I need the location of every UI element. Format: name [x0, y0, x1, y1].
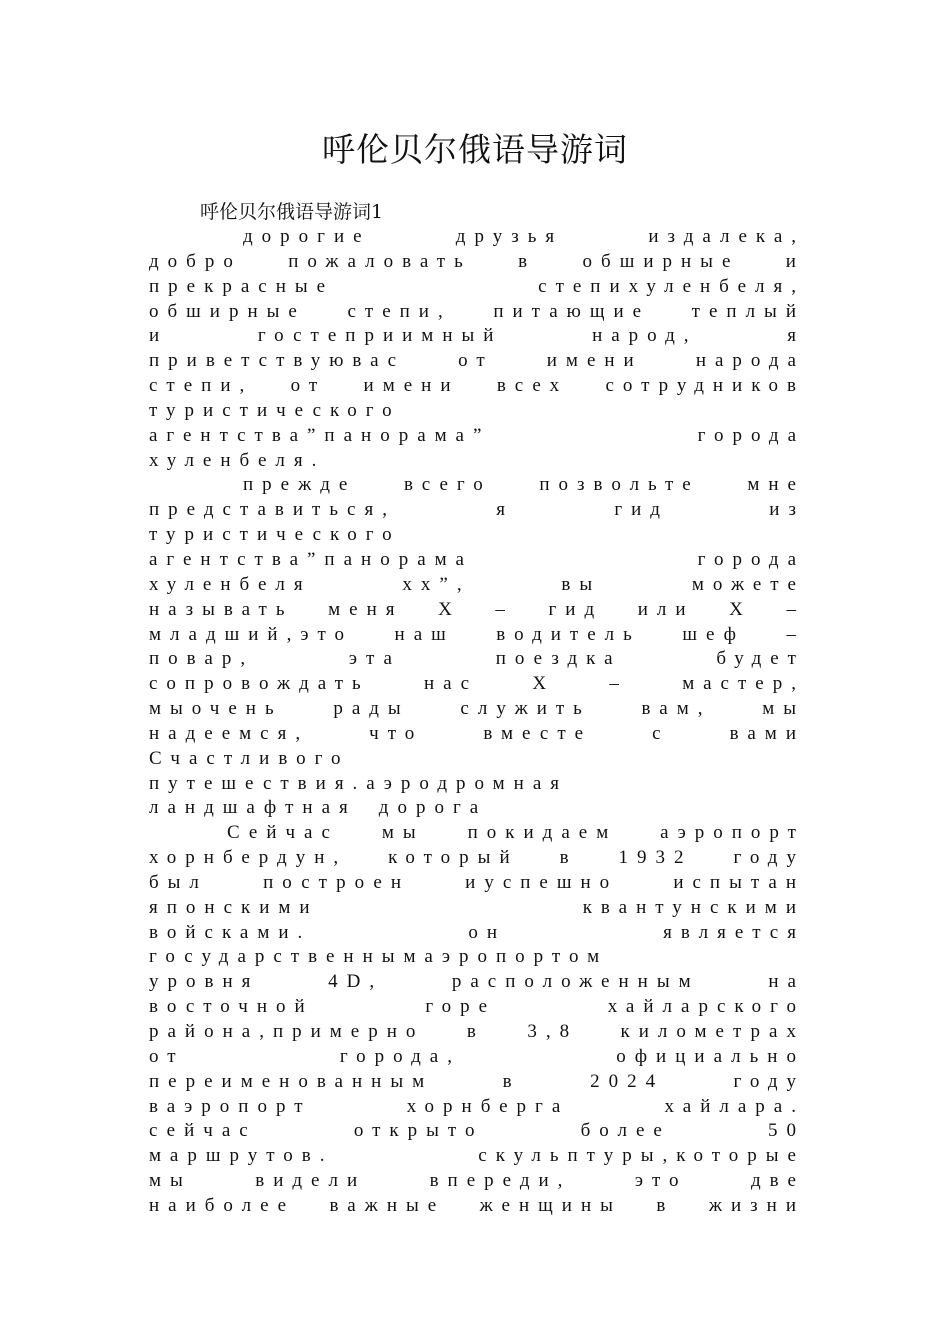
text-line	[149, 747, 805, 772]
text-line	[149, 225, 805, 250]
text-word: с	[652, 722, 670, 744]
text-word: уровня	[149, 971, 260, 993]
text-word: добро	[149, 250, 242, 272]
text-word: теплый	[691, 300, 805, 322]
text-line	[149, 275, 805, 300]
text-word: агентства”панорама	[149, 548, 473, 570]
text-word: является	[663, 921, 805, 943]
text-word: хорнберга	[406, 1095, 570, 1117]
text-word: приветствуювас	[149, 350, 406, 372]
text-word: километрах	[620, 1021, 805, 1042]
text-word: жизни	[708, 1194, 805, 1216]
text-word: представиться,	[149, 499, 396, 521]
text-word: важные	[329, 1194, 446, 1216]
text-line	[149, 573, 805, 598]
text-word: в	[656, 1194, 675, 1216]
text-line	[149, 324, 805, 349]
text-line	[149, 449, 805, 474]
text-word: питающие	[493, 300, 651, 322]
text-word: от	[290, 375, 327, 397]
text-word: надеемся,	[149, 722, 310, 744]
text-word: сопровождать	[149, 673, 370, 695]
document-subtitle: 呼伦贝尔俄语导游词1	[200, 201, 384, 223]
text-word: от	[458, 350, 494, 372]
text-word: в	[518, 250, 537, 272]
text-word: хуленбеля.	[149, 449, 326, 471]
text-line	[149, 921, 805, 946]
text-word: мне	[747, 474, 805, 496]
text-word: города,	[339, 1045, 461, 1067]
text-word: вами	[729, 722, 805, 744]
text-word: открыто	[353, 1120, 484, 1142]
text-line	[149, 623, 805, 648]
text-word: был	[149, 871, 208, 893]
text-word: степи,	[347, 300, 452, 322]
text-line	[149, 1194, 805, 1219]
text-word: 50	[768, 1120, 805, 1142]
text-word: иуспешно	[465, 871, 619, 893]
text-word: который	[388, 847, 519, 869]
text-word: скульптуры,которые	[478, 1145, 805, 1167]
text-line	[149, 1045, 805, 1070]
document-title: 呼伦贝尔俄语导游词	[322, 130, 628, 169]
text-line	[149, 473, 805, 498]
text-line	[149, 1144, 805, 1169]
text-word: младший,это	[149, 623, 354, 645]
text-word: 2024	[590, 1070, 665, 1092]
text-word: видели	[255, 1170, 367, 1192]
text-word: меня	[328, 598, 404, 620]
text-word: вам,	[641, 698, 712, 720]
text-word: мы	[149, 1170, 192, 1192]
text-word: хайлара.	[664, 1095, 805, 1117]
text-line	[149, 399, 805, 424]
text-word: повар,	[149, 648, 255, 670]
text-word: можете	[691, 573, 805, 595]
text-word: прекрасные	[149, 275, 335, 297]
text-word: и	[785, 250, 805, 272]
text-word: ваэропорт	[149, 1095, 312, 1117]
text-line	[149, 995, 805, 1020]
text-word: всех	[496, 375, 569, 397]
text-line	[149, 424, 805, 449]
text-word: прежде	[243, 474, 357, 496]
text-word: –	[786, 598, 805, 620]
text-line	[149, 598, 805, 623]
text-word: из	[769, 499, 805, 521]
text-word: аэропорт	[660, 822, 805, 844]
text-word: официально	[616, 1045, 805, 1067]
text-word: две	[751, 1170, 805, 1192]
text-word: сотрудников	[605, 375, 805, 397]
text-word: наиболее	[149, 1194, 296, 1216]
text-word: вместе	[483, 722, 593, 744]
text-word: я	[787, 325, 805, 347]
text-word: хуленбеля	[149, 573, 312, 595]
text-line	[149, 1169, 805, 1194]
text-word: –	[786, 623, 805, 645]
text-line	[149, 945, 805, 970]
text-word: хайларского	[607, 996, 805, 1018]
text-word: построен	[263, 871, 411, 893]
text-word: издалека,	[648, 226, 805, 247]
text-word: государственнымаэропортом	[149, 946, 609, 968]
text-word: испытан	[673, 871, 805, 893]
text-word: в	[502, 1070, 521, 1092]
text-word: Х	[729, 598, 752, 620]
text-word: народа	[695, 350, 805, 372]
text-word: он	[468, 921, 507, 943]
text-word: мастер,	[682, 673, 805, 695]
text-line	[149, 722, 805, 747]
text-word: степи,	[149, 375, 254, 397]
text-word: восточной	[149, 996, 314, 1018]
text-word: маршрутов.	[149, 1145, 334, 1167]
text-word: народ,	[592, 325, 698, 347]
text-word: покидаем	[467, 822, 618, 844]
text-word: эта	[348, 648, 401, 670]
text-line	[149, 498, 805, 523]
text-word: на	[768, 971, 805, 993]
text-word: году	[733, 847, 805, 869]
text-word: шеф	[682, 623, 745, 645]
text-word: Х	[438, 598, 461, 620]
text-word: Х	[532, 673, 556, 695]
text-word: нас	[424, 673, 479, 695]
text-word: японскими	[149, 896, 319, 918]
text-word: мы	[381, 822, 425, 844]
text-line	[149, 1119, 805, 1144]
text-word: обширные	[149, 300, 306, 322]
text-word: впереди,	[429, 1170, 572, 1192]
text-line	[149, 772, 805, 797]
text-line	[149, 523, 805, 548]
text-word: гостеприимный	[257, 325, 503, 347]
text-word: сейчас	[149, 1120, 257, 1142]
text-word: наш	[394, 623, 455, 645]
text-word: это	[634, 1170, 688, 1192]
text-word: дорога	[378, 797, 488, 819]
text-word: –	[609, 673, 628, 695]
text-word: и	[149, 325, 169, 347]
text-word: Счастливого	[149, 747, 350, 769]
text-word: что	[369, 722, 424, 744]
text-word: района,примерно	[149, 1021, 425, 1042]
text-word: 1932	[618, 847, 693, 869]
text-line	[149, 821, 805, 846]
text-word: от	[149, 1045, 185, 1067]
text-word: году	[733, 1070, 805, 1092]
text-line	[149, 871, 805, 896]
text-line	[149, 1095, 805, 1120]
text-word: дорогие	[243, 226, 371, 247]
text-line	[149, 970, 805, 995]
text-word: горе	[425, 996, 497, 1018]
text-line	[149, 1070, 805, 1095]
text-word: называть	[149, 598, 294, 620]
text-word: путешествия.аэродромная	[149, 772, 569, 794]
text-word: 3,8	[527, 1021, 579, 1042]
text-word: агентства”панорама”	[149, 424, 491, 446]
text-word: туристического	[149, 399, 401, 421]
text-line	[149, 896, 805, 921]
text-word: водитель	[496, 623, 641, 645]
text-word: или	[637, 598, 695, 620]
text-word: служить	[460, 698, 591, 720]
text-word: ландшафтная	[149, 797, 357, 819]
document-body	[149, 225, 805, 1219]
text-line	[149, 796, 805, 821]
text-word: в	[466, 1021, 485, 1042]
text-word: –	[495, 598, 514, 620]
text-word: более	[580, 1120, 671, 1142]
text-line	[149, 672, 805, 697]
text-word: рады	[333, 698, 410, 720]
text-line	[149, 1020, 805, 1045]
text-word: пожаловать	[288, 250, 472, 272]
text-word: гид	[614, 499, 669, 521]
text-line	[149, 250, 805, 275]
text-word: хорнбердун,	[149, 847, 348, 869]
text-word: друзья	[455, 226, 564, 247]
text-line	[149, 300, 805, 325]
text-word: туристического	[149, 524, 401, 546]
text-word: имени	[363, 375, 460, 397]
text-word: гид	[548, 598, 604, 620]
text-line	[149, 697, 805, 722]
text-word: квантунскими	[582, 896, 805, 918]
text-word: будет	[716, 648, 805, 670]
text-word: я	[496, 499, 515, 521]
text-line	[149, 846, 805, 871]
text-line	[149, 647, 805, 672]
text-word: мыочень	[149, 698, 283, 720]
text-line	[149, 374, 805, 399]
text-word: имени	[546, 350, 643, 372]
text-line	[149, 548, 805, 573]
text-line	[149, 349, 805, 374]
text-word: расположенным	[451, 971, 700, 993]
text-word: вы	[561, 573, 602, 595]
text-word: переименованным	[149, 1070, 434, 1092]
text-word: женщины	[479, 1194, 622, 1216]
text-word: поездка	[495, 648, 622, 670]
text-word: всего	[403, 474, 492, 496]
text-word: степихуленбеля,	[538, 275, 805, 297]
text-word: войсками.	[149, 921, 312, 943]
text-word: Сейчас	[227, 822, 339, 844]
text-word: позвольте	[539, 474, 700, 496]
text-word: хх”,	[402, 573, 471, 595]
text-word: в	[559, 847, 578, 869]
text-word: 4D,	[328, 971, 384, 993]
text-word: мы	[762, 698, 805, 720]
text-word: города	[697, 548, 805, 570]
text-word: города	[697, 424, 805, 446]
text-word: обширные	[582, 250, 740, 272]
